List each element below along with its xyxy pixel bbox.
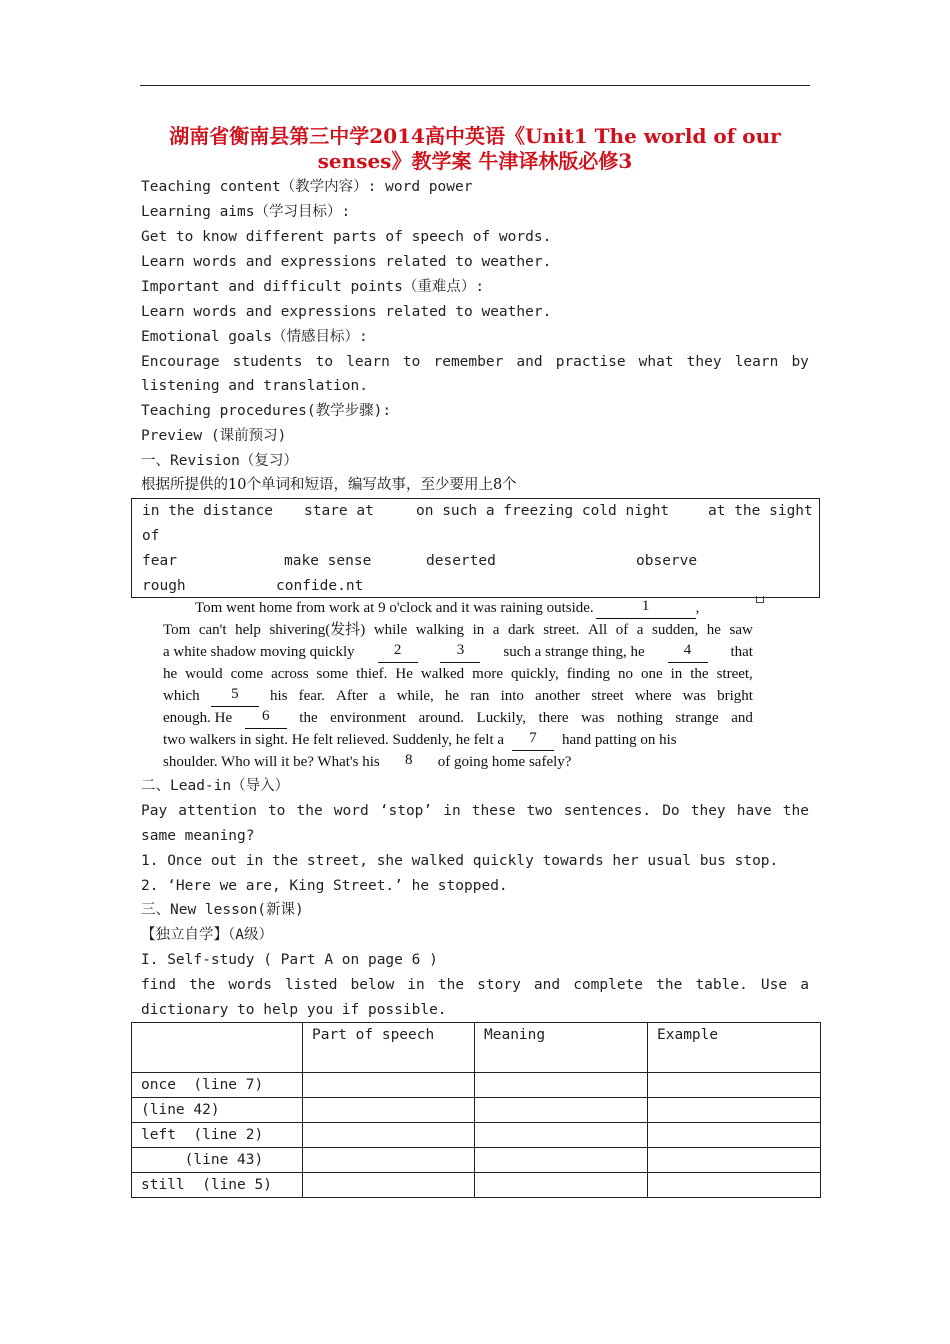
word: words	[228, 977, 272, 993]
word: was	[581, 710, 605, 726]
table-row	[132, 1148, 821, 1173]
table-cell[interactable]	[303, 1073, 475, 1098]
word: He	[395, 666, 413, 682]
word: learn	[346, 354, 390, 370]
word: story	[477, 977, 521, 993]
story-text: hand patting on his	[562, 732, 677, 748]
goal-line-2: listening and translation.	[141, 378, 368, 394]
word-box-item: make sense	[284, 553, 372, 569]
self-study-heading: I. Self-study ( Part A on page 6 )	[141, 952, 438, 968]
word: would	[185, 666, 223, 682]
table-cell[interactable]	[648, 1073, 821, 1098]
word: sentences.	[563, 803, 652, 819]
word: of	[615, 622, 629, 638]
word: in	[670, 666, 683, 682]
learning-aims: Learning aims（学习目标）:	[141, 204, 351, 220]
table-header-cell: Meaning	[475, 1023, 648, 1073]
blank-8: 8	[404, 752, 413, 768]
story-text: of going home safely?	[437, 754, 572, 770]
word: come	[230, 666, 264, 682]
emotional-goals: Emotional goals（情感目标）:	[141, 329, 368, 345]
word: bright	[717, 688, 753, 704]
sentence-1: 1. Once out in the street, she walked quickly towards her usual bus stop.	[141, 853, 779, 869]
revision-instruction: 根据所提供的10个单词和短语，编写故事，至少要用上8个	[141, 477, 517, 493]
story-text: Tom went home from work at 9 o'clock and it was raining outside.	[195, 600, 594, 616]
level-label: 【独立自学】（A级）	[141, 927, 273, 943]
table-row	[132, 1123, 821, 1148]
word: around.	[418, 710, 464, 726]
table-cell-word: (line 42)	[132, 1098, 303, 1123]
word: which	[163, 688, 200, 704]
word: remember	[433, 354, 504, 370]
story-paragraph	[163, 597, 753, 773]
story-text: shoulder. Who will it be? What's his	[163, 754, 380, 770]
lead-in-question	[141, 799, 809, 823]
table-cell[interactable]	[475, 1148, 648, 1173]
word: fear.	[298, 688, 325, 704]
word: can't	[198, 622, 227, 638]
word: he	[163, 666, 178, 682]
word-box-item: of	[142, 528, 160, 544]
lead-in-heading: 二、Lead-in（导入）	[141, 778, 290, 794]
word: they	[690, 803, 726, 819]
word: what	[638, 354, 674, 370]
word: some	[316, 666, 349, 682]
word: a	[800, 977, 809, 993]
table-cell[interactable]	[648, 1148, 821, 1173]
story-line-8	[163, 751, 753, 773]
word: ‘stop’	[379, 803, 433, 819]
word: to	[315, 354, 334, 370]
word: a	[636, 622, 644, 638]
word: street,	[716, 666, 753, 682]
table-row	[132, 1073, 821, 1098]
word: Encourage	[141, 354, 220, 370]
table-cell[interactable]	[648, 1123, 821, 1148]
word: the	[299, 710, 318, 726]
word: they	[686, 354, 722, 370]
word: Tom	[163, 622, 191, 638]
word: walking	[415, 622, 465, 638]
word-box-item: deserted	[426, 553, 496, 569]
table-cell[interactable]	[475, 1173, 648, 1198]
word: listed	[285, 977, 338, 993]
header-rule	[140, 85, 810, 86]
word: into	[500, 688, 524, 704]
story-text: such a strange thing, he	[503, 644, 645, 660]
word: the	[437, 977, 465, 993]
story-text: a white shadow moving quickly	[163, 644, 355, 660]
word-box	[131, 498, 820, 598]
self-study-instruction	[141, 973, 809, 997]
table-cell[interactable]	[475, 1073, 648, 1098]
word: have	[736, 803, 772, 819]
story-line-3	[163, 641, 753, 663]
word: the	[782, 803, 809, 819]
table-cell[interactable]	[303, 1123, 475, 1148]
box-corner-mark	[756, 596, 764, 603]
word: his	[269, 688, 288, 704]
word: saw	[729, 622, 753, 638]
word: the	[690, 666, 709, 682]
blank-1: 1	[596, 597, 696, 619]
goal-line-1	[141, 350, 809, 374]
word: was	[682, 688, 706, 704]
word: no	[618, 666, 634, 682]
teaching-content: Teaching content（教学内容）: word power	[141, 179, 473, 195]
word: he	[444, 688, 460, 704]
table-header-cell: Example	[648, 1023, 821, 1073]
word: finding	[566, 666, 611, 682]
table-cell-word: still (line 5)	[132, 1173, 303, 1198]
word: the	[296, 803, 323, 819]
word: word	[333, 803, 369, 819]
story-text: enough. He	[163, 710, 233, 726]
word: there	[538, 710, 569, 726]
word-box-item: fear	[142, 553, 177, 569]
new-lesson-heading: 三、New lesson(新课)	[141, 902, 304, 918]
word: below	[350, 977, 395, 993]
table-cell[interactable]	[475, 1098, 648, 1123]
table-cell[interactable]	[648, 1098, 821, 1123]
word: street	[591, 688, 624, 704]
preview-heading: Preview (课前预习)	[141, 428, 287, 444]
word: practise	[555, 354, 626, 370]
word: while,	[396, 688, 434, 704]
word-box-item: rough	[142, 578, 186, 594]
word: and	[731, 710, 753, 726]
word: while	[373, 622, 408, 638]
sentence-2: 2. ‘Here we are, King Street.’ he stopped.	[141, 878, 508, 894]
word: Pay	[141, 803, 168, 819]
word-box-item: in the distance	[142, 503, 273, 519]
word: complete	[573, 977, 644, 993]
word: shivering(发抖)	[269, 622, 366, 638]
table-cell[interactable]	[303, 1098, 475, 1123]
blank-6: 6	[245, 707, 287, 729]
blank-3: 3	[440, 641, 480, 663]
word: find	[141, 977, 176, 993]
word-box-item: observe	[636, 553, 698, 569]
word: students	[232, 354, 303, 370]
table-cell-word: (line 43)	[132, 1148, 303, 1173]
word: two	[526, 803, 553, 819]
word: these	[471, 803, 516, 819]
aim-2: Learn words and expressions related to weather.	[141, 254, 552, 270]
word: environment	[330, 710, 406, 726]
word: attention	[178, 803, 257, 819]
word: across	[271, 666, 309, 682]
word: a	[492, 622, 500, 638]
word: he	[706, 622, 721, 638]
word: walked	[420, 666, 465, 682]
story-line-2	[163, 619, 753, 641]
word: and	[533, 977, 561, 993]
word: quickly,	[510, 666, 559, 682]
word-box-item: stare at	[304, 503, 374, 519]
word: strange	[675, 710, 719, 726]
story-text: that	[730, 644, 753, 660]
table-header-cell: Part of speech	[303, 1023, 475, 1073]
revision-heading: 一、Revision（复习）	[141, 453, 298, 469]
aim-1: Get to know different parts of speech of words.	[141, 229, 552, 245]
table-cell[interactable]	[303, 1173, 475, 1198]
table-cell[interactable]	[475, 1123, 648, 1148]
table-row	[132, 1098, 821, 1123]
story-line-7	[163, 729, 753, 751]
word: where	[634, 688, 672, 704]
table-cell[interactable]	[303, 1148, 475, 1173]
word: in	[443, 803, 461, 819]
title-line-2: senses》教学案 牛津译林版必修3	[317, 149, 633, 173]
word: All	[588, 622, 608, 638]
story-line-6	[163, 707, 753, 729]
word: the	[656, 977, 683, 993]
word: more	[472, 666, 503, 682]
word: learn	[734, 354, 779, 370]
word: After	[336, 688, 368, 704]
word: street.	[543, 622, 580, 638]
word: ran	[470, 688, 490, 704]
point-1: Learn words and expressions related to weather.	[141, 304, 552, 320]
word-box-item: at the sight	[708, 503, 813, 519]
word: Use	[760, 977, 788, 993]
story-text: two walkers in sight. He felt relieved. Suddenly, he felt a	[163, 732, 505, 748]
word: help	[235, 622, 261, 638]
self-study-instruction-cont: dictionary to help you if possible.	[141, 1002, 447, 1018]
word: the	[189, 977, 216, 993]
title-line-1: 湖南省衡南县第三中学2014高中英语《Unit1 The world of our	[169, 124, 781, 148]
document-title	[130, 124, 820, 174]
table-header-row	[132, 1023, 821, 1073]
word-box-item: confide.nt	[276, 578, 364, 594]
word: and	[516, 354, 543, 370]
story-line-4	[163, 663, 753, 685]
teaching-procedures: Teaching procedures(教学步骤):	[141, 403, 392, 419]
important-points: Important and difficult points（重难点）:	[141, 279, 485, 295]
word: sudden,	[651, 622, 699, 638]
lead-in-question-cont: same meaning?	[141, 828, 255, 844]
table-cell[interactable]	[648, 1173, 821, 1198]
word: nothing	[616, 710, 663, 726]
word: Do	[662, 803, 680, 819]
table-header-cell	[132, 1023, 303, 1073]
table-cell-word: left (line 2)	[132, 1123, 303, 1148]
word: in	[407, 977, 425, 993]
word: to	[402, 354, 421, 370]
story-text: ,	[695, 600, 700, 616]
word-table	[131, 1022, 821, 1198]
story-line-1	[163, 597, 751, 619]
word: a	[378, 688, 386, 704]
word: to	[267, 803, 286, 819]
table-row	[132, 1173, 821, 1198]
word: Luckily,	[476, 710, 526, 726]
word: dark	[508, 622, 535, 638]
word: another	[535, 688, 581, 704]
word: by	[791, 354, 809, 370]
word: in	[472, 622, 485, 638]
story-line-5	[163, 685, 753, 707]
word: table.	[695, 977, 748, 993]
word: thief.	[356, 666, 388, 682]
word-box-item: on such a freezing cold night	[416, 503, 670, 519]
blank-4: 4	[668, 641, 708, 663]
blank-5: 5	[211, 685, 259, 707]
word: one	[640, 666, 663, 682]
blank-2: 2	[378, 641, 418, 663]
blank-7: 7	[512, 729, 554, 751]
table-cell-word: once (line 7)	[132, 1073, 303, 1098]
